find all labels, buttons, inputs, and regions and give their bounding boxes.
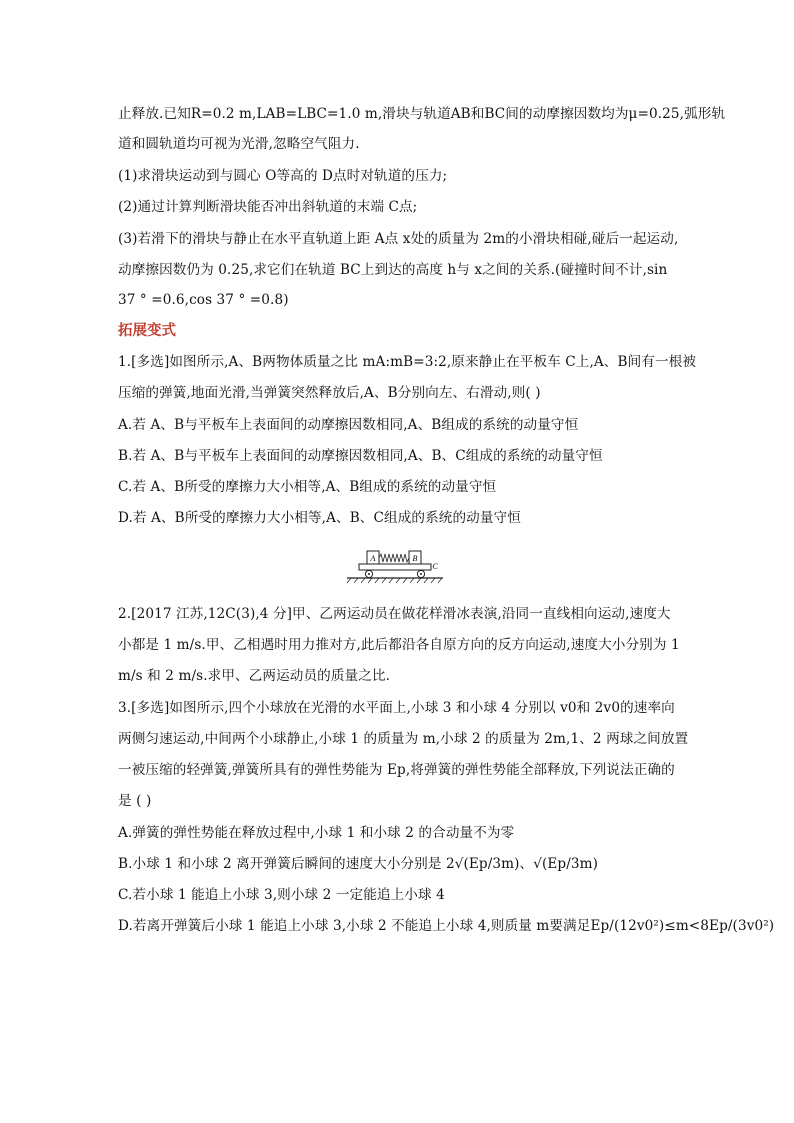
- q1-option-b: B.若 A、B与平板车上表面间的动摩擦因数相同,A、B、C组成的系统的动量守恒: [118, 448, 603, 464]
- q3-stem-2: 两侧匀速运动,中间两个小球静止,小球 1 的质量为 m,小球 2 的质量为 2m,1、2 两球之间放置: [118, 731, 689, 747]
- intro-question-2: (2)通过计算判断滑块能否冲出斜轨道的末端 C点;: [118, 199, 418, 215]
- intro-question-3-cont: 动摩擦因数仍为 0.25,求它们在轨道 BC上到达的高度 h与 x之间的关系.(碰撞时间不计,sin: [118, 262, 668, 278]
- q3-option-a: A.弹簧的弹性势能在释放过程中,小球 1 和小球 2 的合动量不为零: [118, 825, 515, 841]
- intro-line-1: 止释放.已知R=0.2 m,LAB=LBC=1.0 m,滑块与轨道AB和BC间的动摩擦因数均为μ=0.25,弧形轨: [118, 106, 726, 122]
- q2-stem-3: m/s 和 2 m/s.求甲、乙两运动员的质量之比.: [118, 668, 391, 684]
- cart-c-label: C: [432, 562, 438, 571]
- q3-stem-4: 是 ( ): [118, 793, 152, 809]
- q1-option-c: C.若 A、B所受的摩擦力大小相等,A、B组成的系统的动量守恒: [118, 479, 497, 495]
- q2-stem-1: 2.[2017 江苏,12C(3),4 分]甲、乙两运动员在做花样滑冰表演,沿同一直线相向运动,速度大: [118, 606, 671, 622]
- section-heading: 拓展变式: [118, 322, 176, 339]
- q1-option-d: D.若 A、B所受的摩擦力大小相等,A、B、C组成的系统的动量守恒: [118, 510, 521, 526]
- cart-axle-left: [368, 573, 370, 575]
- block-a-label: A: [370, 554, 376, 563]
- intro-line-2: 道和圆轨道均可视为光滑,忽略空气阻力.: [118, 136, 360, 152]
- q3-option-c: C.若小球 1 能追上小球 3,则小球 2 一定能追上小球 4: [118, 887, 445, 903]
- intro-question-3: (3)若滑下的滑块与静止在水平直轨道上距 A点 x处的质量为 2m的小滑块相碰,碰后一起运动,: [118, 231, 679, 247]
- cart-axle-right: [420, 573, 422, 575]
- ground-hatching: [347, 578, 442, 583]
- q3-stem-1: 3.[多选]如图所示,四个小球放在光滑的水平面上,小球 3 和小球 4 分别以 v0和 2v0的速率向: [118, 700, 675, 716]
- spring: [379, 554, 409, 562]
- q3-stem-3: 一被压缩的轻弹簧,弹簧所具有的弹性势能为 Ep,将弹簧的弹性势能全部释放,下列说法正确的: [118, 762, 675, 778]
- intro-question-3-end: 37 ° =0.6,cos 37 ° =0.8): [118, 292, 289, 308]
- intro-question-1: (1)求滑块运动到与圆心 O等高的 D点时对轨道的压力;: [118, 168, 448, 184]
- q3-option-d: D.若离开弹簧后小球 1 能追上小球 3,小球 2 不能追上小球 4,则质量 m要满足Ep/(12v0²)≤m<8Ep/(3v0²): [118, 918, 775, 934]
- q2-stem-2: 小都是 1 m/s.甲、乙相遇时用力推对方,此后都沿各自原方向的反方向运动,速度大小分别为 1: [118, 637, 680, 653]
- cart-figure: [345, 543, 445, 585]
- q3-option-b: B.小球 1 和小球 2 离开弹簧后瞬间的速度大小分别是 2√(Ep/3m)、√(Ep/3m): [118, 856, 599, 872]
- q1-stem-1: 1.[多选]如图所示,A、B两物体质量之比 mA:mB=3:2,原来静止在平板车 C上,A、B间有一根被: [118, 354, 697, 370]
- q1-option-a: A.若 A、B与平板车上表面间的动摩擦因数相同,A、B组成的系统的动量守恒: [118, 417, 579, 433]
- q1-stem-2: 压缩的弹簧,地面光滑,当弹簧突然释放后,A、B分别向左、右滑动,则( ): [118, 385, 541, 401]
- cart-platform: [359, 564, 431, 570]
- block-b-label: B: [412, 554, 418, 563]
